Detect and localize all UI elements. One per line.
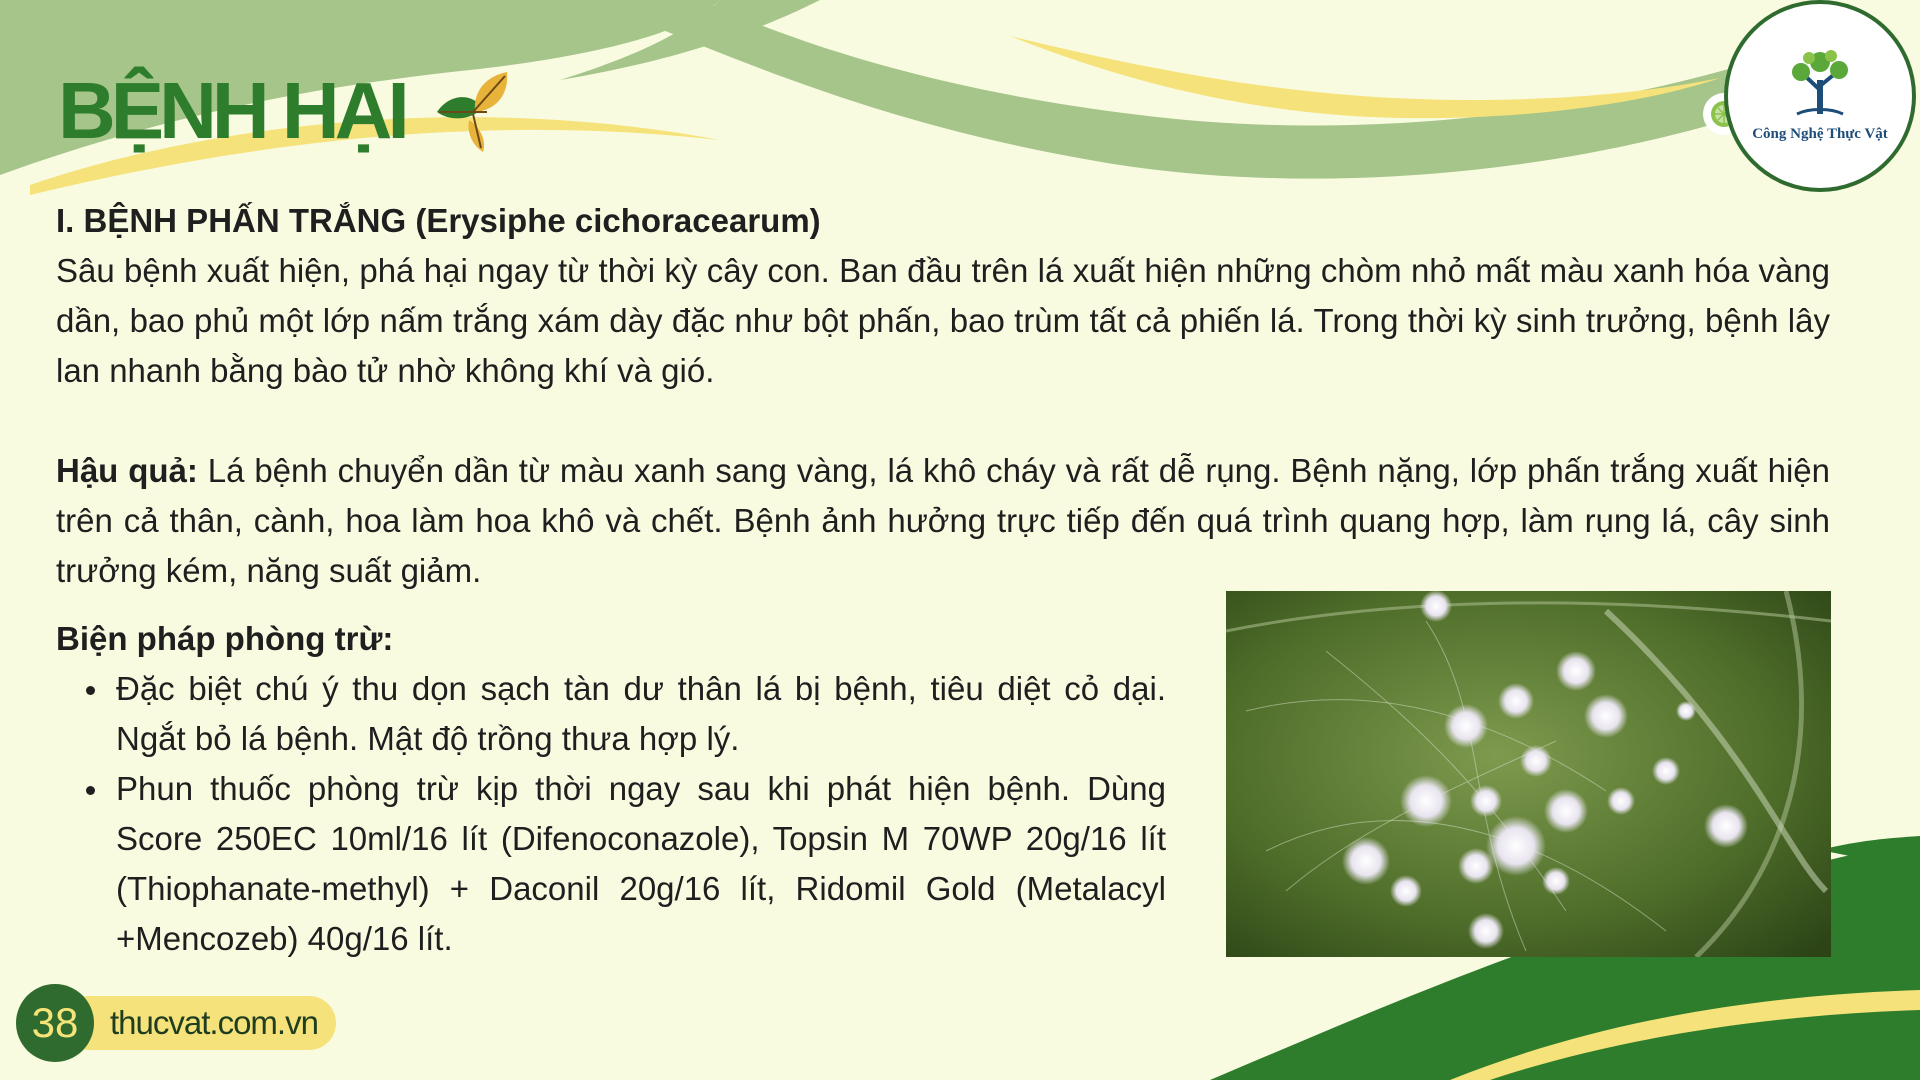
section-heading: I. BỆNH PHẤN TRẮNG (Erysiphe cichoracearum) [56,202,821,239]
tree-icon [1779,50,1861,122]
intro-paragraph: Sâu bệnh xuất hiện, phá hại ngay từ thời kỳ cây con. Ban đầu trên lá xuất hiện những chòm nhỏ mất màu xanh hóa vàng dần, bao phủ một lớp nấm trắng xám dày đặc như bột phấn, bao trùm tất cả phiến lá. Trong thời kỳ sinh trưởng, bệnh lây lan nhanh bằng bào tử nhờ không khí và gió. [56,252,1830,389]
powdery-mildew-photo [1226,591,1831,957]
page-title: BỆNH HẠI [58,66,405,155]
page-number: 38 [16,984,94,1062]
logo-text: Công Nghệ Thực Vật [1752,125,1888,142]
website-link[interactable]: thucvat.com.vn [62,996,336,1050]
title-group [58,68,515,154]
measures-label: Biện pháp phòng trừ: [56,620,394,657]
main-content [56,196,1830,596]
consequence-label: Hậu quả: [56,452,198,489]
consequence-paragraph [56,446,1830,596]
measures-list [56,664,1166,964]
leaf-icon [429,68,515,154]
consequence-text: Lá bệnh chuyển dần từ màu xanh sang vàng, lá khô cháy và rất dễ rụng. Bệnh nặng, lớp phấn trắng xuất hiện trên cả thân, cành, hoa làm hoa khô và chết. Bệnh ảnh hưởng trực tiếp đến quá trình quang hợp, làm rụng lá, cây sinh trưởng kém, năng suất giảm. [56,452,1830,589]
list-item: Đặc biệt chú ý thu dọn sạch tàn dư thân lá bị bệnh, tiêu diệt cỏ dại. Ngắt bỏ lá bệnh. Mật độ trồng thưa hợp lý. [116,664,1166,764]
measures-block [56,614,1166,964]
list-item: Phun thuốc phòng trừ kịp thời ngay sau khi phát hiện bệnh. Dùng Score 250EC 10ml/16 lít (Difenoconazole), Topsin M 70WP 20g/16 lít (Thiophanate-methyl) + Daconil 20g/16 lít, Ridomil Gold (Metalacyl +Mencozeb) 40g/16 lít. [116,764,1166,964]
brand-logo [1724,0,1916,192]
